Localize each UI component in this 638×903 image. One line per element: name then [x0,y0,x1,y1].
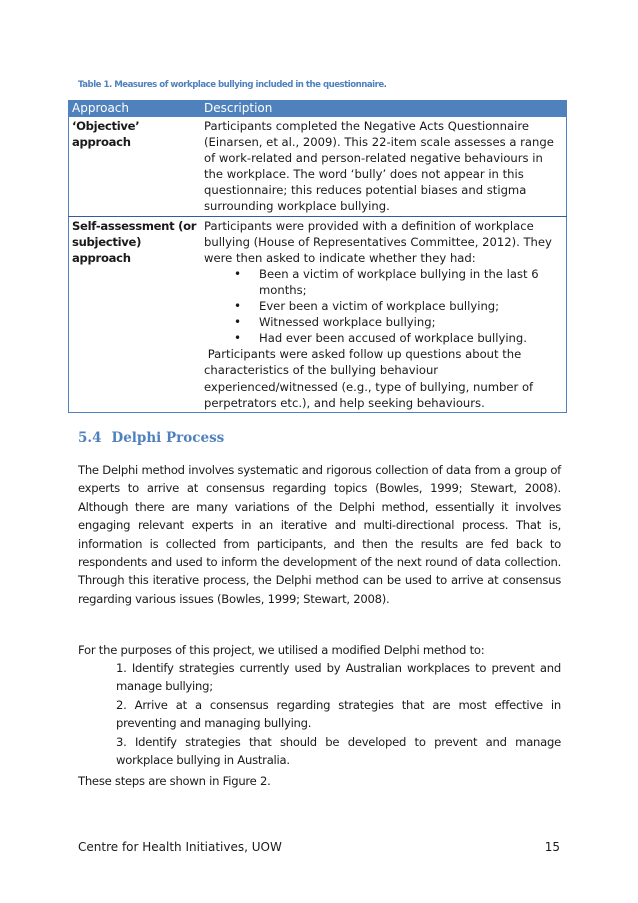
paragraph-delphi-method: The Delphi method involves systematic and rigorous collection of data from a group of experts to arrive at consensus regarding topics (Bowles, 1999; Stewart, 2008). Although there are many variations of the Delphi method, essentially it involves engaging relevant experts in an iterative and multi-directional process. That is, information is collected from participants, and then the results are fed back to respondents and used to inform the development of the next round of data collection. Through this iterative process, the Delphi method can be used to arrive at consensus regarding various issues (Bowles, 1999; Stewart, 2008). [78,463,561,606]
steps-list [116,659,561,769]
description-intro: Participants were provided with a definition of workplace bullying (House of Representatives Committee, 2012). They were then asked to indicate whether they had: [204,218,552,265]
table-header-row [69,100,567,117]
bullet-item: • Had ever been accused of workplace bullying. [259,330,562,346]
table-caption: Table 1. Measures of workplace bullying included in the questionnaire. [78,80,387,90]
description-outro: Participants were asked follow up questions about the characteristics of the bullying behaviour experienced/witnessed (e.g., type of bullying, number of perpetrators etc.), and help seeking behaviours. [204,347,537,410]
description-cell [201,216,567,412]
bullet-item: • Witnessed workplace bullying; [259,314,562,330]
section-title: Delphi Process [111,430,225,446]
header-approach: Approach [69,100,202,117]
measures-table [68,100,567,413]
paragraph-purpose: For the purposes of this project, we utilised a modified Delphi method to: [78,643,485,657]
section-number: 5.4 [78,430,102,446]
step-item: 1. Identify strategies currently used by Australian workplaces to prevent and manage bullying; [116,661,561,694]
table-row [69,216,567,412]
table-row [69,117,567,216]
header-description: Description [201,100,567,117]
step-item: 2. Arrive at a consensus regarding strategies that are most effective in preventing and managing bullying. [116,697,561,731]
bullet-item: • Been a victim of workplace bullying in the last 6 months; [259,266,562,298]
description-cell: Participants completed the Negative Acts Questionnaire (Einarsen, et al., 2009). This 22-item scale assesses a range of work-related and person-related negative behaviours in the workplace. The word ‘bully’ does not appear in this questionnaire; this reduces potential biases and stigma surrounding workplace bullying. [201,117,567,216]
step-item: 3. Identify strategies that should be developed to prevent and manage workplace bullying in Australia. [116,734,561,768]
bullet-list [204,266,562,346]
section-heading [78,430,224,446]
approach-cell: Self-assessment (or subjective) approach [69,216,202,412]
footer-organization: Centre for Health Initiatives, UOW [78,840,282,854]
paragraph-figure-ref: These steps are shown in Figure 2. [78,774,271,788]
bullet-item: • Ever been a victim of workplace bullying; [259,298,562,314]
page-number: 15 [544,840,560,854]
approach-cell: ‘Objective’ approach [69,117,202,216]
